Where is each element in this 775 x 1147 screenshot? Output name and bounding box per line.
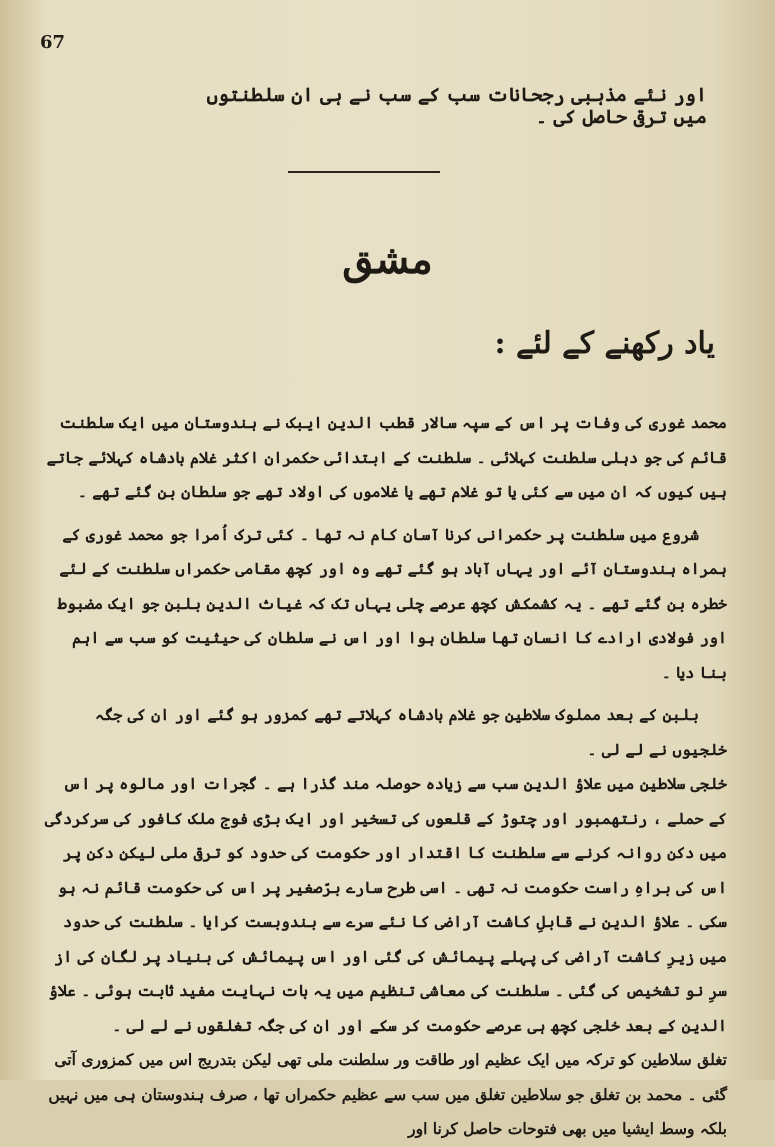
- paragraph: شروع میں سلطنت پر حکمرانی کرنا آسان کام نہ تھا ۔ کئی ترک اُمرا جو محمد غوری کے ہمراہ ہندوستان آئے اور یہاں آباد ہو گئے تھے وہ اور کچھ مقامی حکمراں سلطنت کے لئے خطرہ بن گئے تھے ۔ یہ کشمکش کچھ عرصے چلی یہاں تک کہ غیاث الدین بلبن جو ایک مضبوط اور فولادی ارادے کا انسان تھا سلطان ہوا اور اس نے سلطان کی حیثیت کو سب سے اہم بنا دیا ۔: [57, 524, 727, 682]
- page-number: 67: [40, 32, 66, 53]
- intro-line: اور نئے مذہبی رجحانات سب کے سب نے ہی ان سلطنتوں میں ترقی حاصل کی ۔: [206, 84, 707, 128]
- subheading: یاد رکھنے کے لئے :: [494, 326, 715, 361]
- paragraph: بلبن کے بعد مملوک سلاطین جو غلام بادشاہ کہلاتے تھے کمزور ہو گئے اور ان کی جگہ خلجیوں نے لے لی ۔: [94, 705, 727, 759]
- paragraph: خلجی سلاطین میں علاؤ الدین سب سے زیادہ حوصلہ مند گذرا ہے ۔ گجرات اور مالوہ پر اس کے حملے ، رنتھمبور اور چتوڑ کے قلعوں کی تسخیر اور ایک بڑی فوج ملک کافور کی سرکردگی میں دکن روانہ کرنے سے سلطنت کا اقتدار اور حکومت کی حدود کو ترقی ملی لیکن دکن پر اس کی براہِ راست حکومت نہ تھی ۔ اسی طرح سارے برّصغیر پر اس کی حکومت قائم نہ ہو سکی ۔ علاؤ الدین نے قابلِ کاشت آراضی کا نئے سرے سے بندوبست کرایا ۔ سلطنت کی حدود میں زیرِ کاشت آراضی کی پہلے پیمائش کی گئی اور اس پیمائش کی بنیاد پر لگان کی از سرِ نو تشخیص کی گئی ۔ سلطنت کی معاشی تنظیم میں یہ بات نہایت مفید ثابت ہوئی ۔ علاؤ الدین کے بعد خلجی کچھ ہی عرصے حکومت کر سکے اور ان کی جگہ تغلقوں نے لے لی ۔: [44, 774, 727, 1035]
- paragraph: تغلق سلاطین کو ترکہ میں ایک عظیم اور طاقت ور سلطنت ملی تھی لیکن بتدریج اس میں کمزوری آتی گئی ۔ محمد بن تغلق جو سلاطین تغلق میں سب سے عظیم حکمراں تھا ، صرف ہندوستان ہی میں نہیں بلکہ وسط ایشیا میں بھی فتوحات حاصل کرنا اور: [48, 1050, 727, 1138]
- paragraph: محمد غوری کی وفات پر اس کے سپہ سالار قطب الدین ایبک نے ہندوستان میں ایک سلطنت قائم کی جو دہلی سلطنت کہلائی ۔ سلطنت کے ابتدائی حکمران اکثر غلام بادشاہ کہلائے جاتے ہیں کیوں کہ ان میں سے کئی یا تو غلام تھے یا غلاموں کی اولاد تھے جو سلطان بن گئے تھے ۔: [46, 413, 727, 501]
- section-divider: [288, 171, 440, 173]
- body-text: [42, 406, 727, 1147]
- section-heading: مشق: [342, 236, 433, 283]
